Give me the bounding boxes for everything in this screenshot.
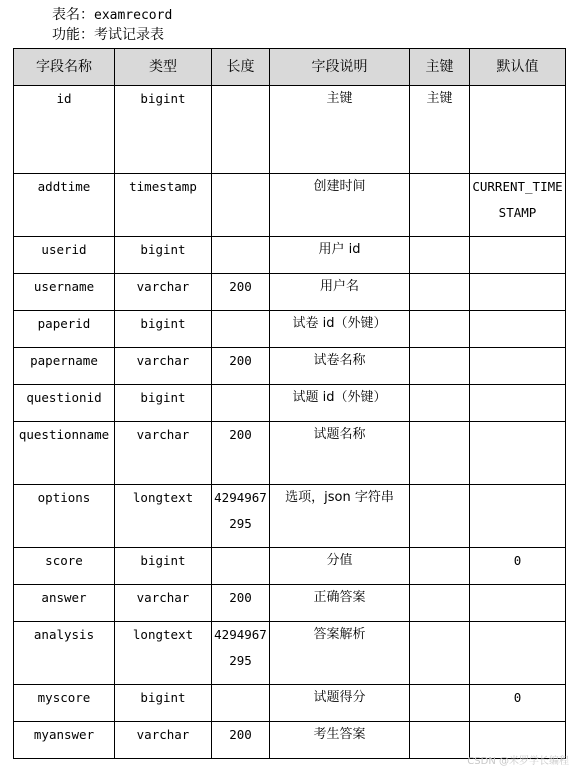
cell-length <box>212 237 270 274</box>
cell-field-name: answer <box>14 585 115 622</box>
cell-primary-key <box>410 274 470 311</box>
table-row <box>14 86 566 174</box>
cell-type: varchar <box>115 422 212 485</box>
table-row <box>14 622 566 685</box>
cell-field-name: myscore <box>14 685 115 722</box>
cell-primary-key <box>410 622 470 685</box>
cell-type: bigint <box>115 311 212 348</box>
cell-primary-key <box>410 348 470 385</box>
cell-field-name: score <box>14 548 115 585</box>
cell-length: 200 <box>212 348 270 385</box>
cell-description: 考生答案 <box>270 722 410 759</box>
col-header-type: 类型 <box>115 49 212 86</box>
col-header-primary-key: 主键 <box>410 49 470 86</box>
cell-primary-key: 主键 <box>410 86 470 174</box>
cell-length: 200 <box>212 585 270 622</box>
cell-default <box>470 485 566 548</box>
cell-primary-key <box>410 485 470 548</box>
cell-description: 试卷名称 <box>270 348 410 385</box>
col-header-default: 默认值 <box>470 49 566 86</box>
cell-description: 答案解析 <box>270 622 410 685</box>
cell-type: bigint <box>115 548 212 585</box>
col-header-length: 长度 <box>212 49 270 86</box>
cell-type: bigint <box>115 385 212 422</box>
cell-type: bigint <box>115 86 212 174</box>
cell-description: 试题得分 <box>270 685 410 722</box>
cell-length <box>212 86 270 174</box>
cell-default <box>470 274 566 311</box>
cell-default <box>470 385 566 422</box>
cell-description: 用户名 <box>270 274 410 311</box>
cell-description: 试卷 id（外键） <box>270 311 410 348</box>
cell-primary-key <box>410 174 470 237</box>
cell-primary-key <box>410 422 470 485</box>
cell-type: varchar <box>115 722 212 759</box>
table-row <box>14 274 566 311</box>
cell-length <box>212 174 270 237</box>
table-row <box>14 422 566 485</box>
cell-default <box>470 237 566 274</box>
cell-length <box>212 311 270 348</box>
cell-field-name: analysis <box>14 622 115 685</box>
cell-description: 选项，json 字符串 <box>270 485 410 548</box>
table-name-label: 表名： <box>52 7 94 23</box>
schema-table <box>13 48 566 759</box>
cell-field-name: id <box>14 86 115 174</box>
cell-type: varchar <box>115 348 212 385</box>
cell-type: timestamp <box>115 174 212 237</box>
cell-primary-key <box>410 722 470 759</box>
table-row <box>14 585 566 622</box>
cell-type: longtext <box>115 622 212 685</box>
cell-default <box>470 348 566 385</box>
table-row <box>14 174 566 237</box>
cell-length <box>212 548 270 585</box>
cell-field-name: userid <box>14 237 115 274</box>
cell-field-name: papername <box>14 348 115 385</box>
cell-default: 0 <box>470 685 566 722</box>
cell-primary-key <box>410 548 470 585</box>
cell-primary-key <box>410 311 470 348</box>
cell-field-name: paperid <box>14 311 115 348</box>
cell-length: 200 <box>212 422 270 485</box>
cell-field-name: questionname <box>14 422 115 485</box>
cell-primary-key <box>410 385 470 422</box>
cell-default: CURRENT_TIMESTAMP <box>470 174 566 237</box>
table-row <box>14 348 566 385</box>
cell-length: 4294967295 <box>212 622 270 685</box>
cell-description: 正确答案 <box>270 585 410 622</box>
cell-type: varchar <box>115 585 212 622</box>
cell-default <box>470 86 566 174</box>
table-row <box>14 685 566 722</box>
function-value: 考试记录表 <box>94 27 164 43</box>
cell-default: 0 <box>470 548 566 585</box>
cell-length <box>212 385 270 422</box>
watermark: CSDN @米罗学长编程 <box>467 756 569 767</box>
cell-type: longtext <box>115 485 212 548</box>
cell-field-name: questionid <box>14 385 115 422</box>
cell-field-name: username <box>14 274 115 311</box>
cell-primary-key <box>410 237 470 274</box>
table-row <box>14 237 566 274</box>
cell-default <box>470 622 566 685</box>
table-row <box>14 385 566 422</box>
col-header-field-name: 字段名称 <box>14 49 115 86</box>
cell-field-name: myanswer <box>14 722 115 759</box>
cell-length: 200 <box>212 722 270 759</box>
table-header-row <box>14 49 566 86</box>
cell-field-name: addtime <box>14 174 115 237</box>
function-caption <box>52 26 164 44</box>
cell-primary-key <box>410 685 470 722</box>
cell-type: bigint <box>115 237 212 274</box>
cell-type: bigint <box>115 685 212 722</box>
cell-default <box>470 422 566 485</box>
cell-default <box>470 311 566 348</box>
cell-default <box>470 585 566 622</box>
cell-description: 分值 <box>270 548 410 585</box>
table-name-value: examrecord <box>94 8 173 23</box>
cell-length <box>212 685 270 722</box>
cell-description: 主键 <box>270 86 410 174</box>
cell-length: 200 <box>212 274 270 311</box>
table-row <box>14 311 566 348</box>
function-label: 功能： <box>52 27 94 43</box>
cell-type: varchar <box>115 274 212 311</box>
col-header-description: 字段说明 <box>270 49 410 86</box>
cell-description: 试题 id（外键） <box>270 385 410 422</box>
table-row <box>14 548 566 585</box>
cell-description: 创建时间 <box>270 174 410 237</box>
cell-description: 试题名称 <box>270 422 410 485</box>
cell-field-name: options <box>14 485 115 548</box>
table-row <box>14 485 566 548</box>
cell-primary-key <box>410 585 470 622</box>
table-name-caption <box>52 6 172 25</box>
cell-length: 4294967295 <box>212 485 270 548</box>
cell-description: 用户 id <box>270 237 410 274</box>
